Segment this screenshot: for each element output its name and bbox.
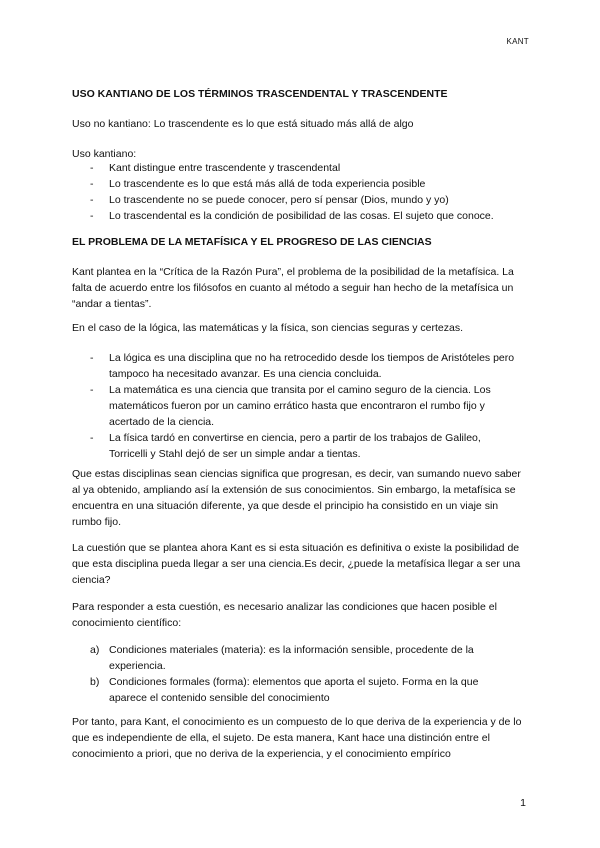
conditions-intro: Para responder a esta cuestión, es necesario analizar las condiciones que hacen posible el conocimiento científico: <box>72 601 497 629</box>
list-item <box>90 674 515 706</box>
conditions-list <box>90 642 515 706</box>
progress-paragraph: Que estas disciplinas sean ciencias significa que progresan, es decir, van sumando nuevo saber al ya obtenido, ampliando así la extensión de sus conocimientos. Sin embargo, la metafísica se encuentra en una situación diferente, ya que desde el principio ha consistido en un viaje sin rumbo fijo. <box>72 468 521 528</box>
list-item: - Lo trascendente no se puede conocer, pero sí pensar (Dios, mundo y yo) <box>90 192 530 208</box>
kantian-usage-label: Uso kantiano: <box>72 148 137 160</box>
list-item: - La lógica es una disciplina que no ha retrocedido desde los tiempos de Aristóteles pero tampoco ha necesitado avanzar. Es una ciencia concluida. <box>90 350 520 382</box>
list-item: - Kant distingue entre trascendente y trascendental <box>90 160 530 176</box>
list-marker: b) <box>90 676 100 688</box>
section-title-metaphysics: EL PROBLEMA DE LA METAFÍSICA Y EL PROGRESO DE LAS CIENCIAS <box>72 236 432 248</box>
kantian-usage-list <box>90 160 530 224</box>
sciences-intro: En el caso de la lógica, las matemáticas y la física, son ciencias seguras y certezas. <box>72 322 464 334</box>
list-item-text: Condiciones materiales (materia): es la información sensible, procedente de la experiencia. <box>109 644 474 672</box>
conclusion-paragraph: Por tanto, para Kant, el conocimiento es un compuesto de lo que deriva de la experiencia y de lo que es independiente de ella, el sujeto. De esta manera, Kant hace una distinción entre el conocimiento a priori, que no deriva de la experiencia, y el conocimiento empírico <box>72 716 522 760</box>
question-paragraph: La cuestión que se plantea ahora Kant es si esta situación es definitiva o existe la posibilidad de que esta disciplina pueda llegar a ser una ciencia.Es decir, ¿puede la metafísica llegar a ser una ciencia? <box>72 542 521 586</box>
list-item: - Lo trascendental es la condición de posibilidad de las cosas. El sujeto que conoce. <box>90 208 530 224</box>
section-title-kantian-usage: USO KANTIANO DE LOS TÉRMINOS TRASCENDENTAL Y TRASCENDENTE <box>72 88 448 100</box>
list-item: - Lo trascendente es lo que está más allá de toda experiencia posible <box>90 176 530 192</box>
list-item-text: Condiciones formales (forma): elementos que aporta el sujeto. Forma en la que aparece el contenido sensible del conocimiento <box>109 676 479 704</box>
running-header: KANT <box>506 37 529 46</box>
sciences-list <box>90 350 520 462</box>
metaphysics-intro: Kant plantea en la “Crítica de la Razón Pura”, el problema de la posibilidad de la metafísica. La falta de acuerdo entre los filósofos en cuanto al método a seguir han hecho de la metafísica un “andar a tientas”. <box>72 266 514 310</box>
list-item: - La matemática es una ciencia que transita por el camino seguro de la ciencia. Los matemáticos fueron por un camino errático hasta que encontraron el rumbo fijo y acertado de la ciencia. <box>90 382 520 430</box>
list-item <box>90 642 515 674</box>
list-marker: a) <box>90 644 100 656</box>
list-item: - La física tardó en convertirse en ciencia, pero a partir de los trabajos de Galileo, Torricelli y Stahl dejó de ser un simple andar a tientas. <box>90 430 520 462</box>
non-kantian-usage: Uso no kantiano: Lo trascendente es lo que está situado más allá de algo <box>72 118 414 130</box>
page-number: 1 <box>520 797 526 809</box>
